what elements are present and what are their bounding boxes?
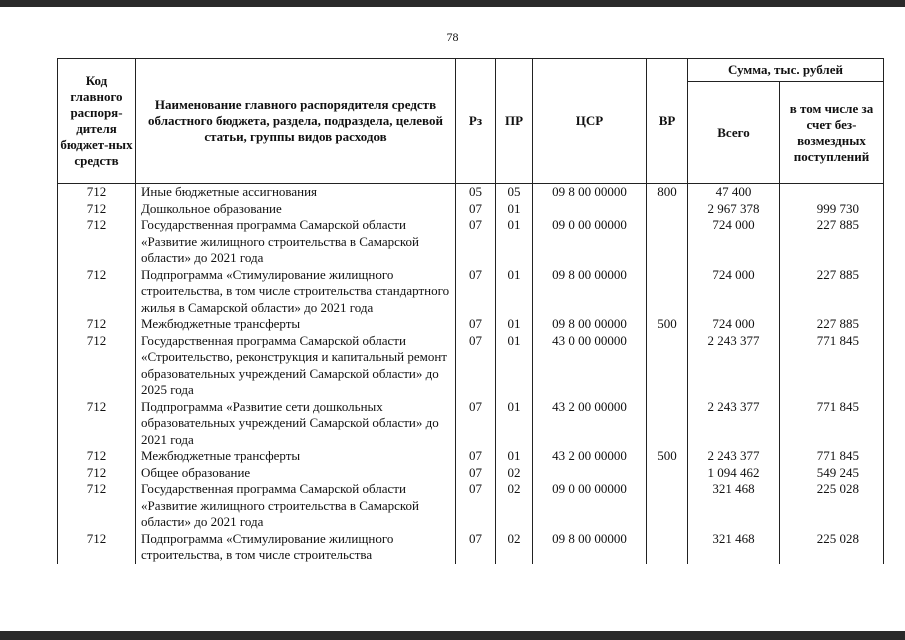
cell-rz: 05 bbox=[456, 184, 496, 201]
header-rz: Рз bbox=[456, 59, 496, 184]
cell-incl bbox=[780, 184, 884, 201]
header-csr: ЦСР bbox=[533, 59, 647, 184]
cell-incl: 225 028 bbox=[780, 481, 884, 531]
cell-code: 712 bbox=[58, 465, 136, 482]
cell-rz: 07 bbox=[456, 267, 496, 317]
cell-total: 321 468 bbox=[688, 481, 780, 531]
cell-rz: 07 bbox=[456, 531, 496, 564]
cell-total: 2 243 377 bbox=[688, 448, 780, 465]
cell-vr bbox=[647, 465, 688, 482]
cell-name: Общее образование bbox=[136, 465, 456, 482]
cell-name: Государственная программа Самарской области «Строительство, реконструкция и капитальный ремонт образовательных учреждений Самарской области» до 2025 года bbox=[136, 333, 456, 399]
cell-vr bbox=[647, 217, 688, 267]
cell-vr bbox=[647, 531, 688, 564]
cell-name: Дошкольное образование bbox=[136, 201, 456, 218]
cell-total: 724 000 bbox=[688, 267, 780, 317]
cell-pr: 01 bbox=[496, 201, 533, 218]
cell-name: Иные бюджетные ассигнования bbox=[136, 184, 456, 201]
cell-csr: 09 0 00 00000 bbox=[533, 217, 647, 267]
cell-incl: 227 885 bbox=[780, 267, 884, 317]
cell-code: 712 bbox=[58, 399, 136, 449]
cell-name: Подпрограмма «Стимулирование жилищного строительства, в том числе строительства bbox=[136, 531, 456, 564]
cell-pr: 02 bbox=[496, 481, 533, 531]
cell-csr: 09 8 00 00000 bbox=[533, 184, 647, 201]
cell-vr: 500 bbox=[647, 316, 688, 333]
table-row bbox=[58, 201, 884, 218]
cell-rz: 07 bbox=[456, 316, 496, 333]
cell-total: 2 243 377 bbox=[688, 333, 780, 399]
cell-code: 712 bbox=[58, 316, 136, 333]
cell-csr: 43 2 00 00000 bbox=[533, 399, 647, 449]
header-pr: ПР bbox=[496, 59, 533, 184]
header-vr: ВР bbox=[647, 59, 688, 184]
cell-pr: 05 bbox=[496, 184, 533, 201]
cell-rz: 07 bbox=[456, 481, 496, 531]
cell-vr bbox=[647, 333, 688, 399]
cell-incl: 225 028 bbox=[780, 531, 884, 564]
cell-total: 47 400 bbox=[688, 184, 780, 201]
cell-code: 712 bbox=[58, 184, 136, 201]
header-incl: в том числе за счет без-возмездных поступлений bbox=[780, 82, 884, 184]
cell-code: 712 bbox=[58, 217, 136, 267]
page-number: 78 bbox=[446, 30, 459, 44]
cell-rz: 07 bbox=[456, 217, 496, 267]
table-row bbox=[58, 531, 884, 564]
cell-pr: 02 bbox=[496, 531, 533, 564]
table-body bbox=[58, 184, 884, 564]
cell-name: Подпрограмма «Развитие сети дошкольных образовательных учреждений Самарской области» до 2021 года bbox=[136, 399, 456, 449]
scan-edge-bottom bbox=[0, 631, 905, 640]
cell-incl: 227 885 bbox=[780, 316, 884, 333]
cell-name: Межбюджетные трансферты bbox=[136, 316, 456, 333]
cell-csr: 43 0 00 00000 bbox=[533, 333, 647, 399]
cell-incl: 999 730 bbox=[780, 201, 884, 218]
cell-incl: 227 885 bbox=[780, 217, 884, 267]
table-row bbox=[58, 217, 884, 267]
cell-csr: 09 8 00 00000 bbox=[533, 316, 647, 333]
cell-incl: 771 845 bbox=[780, 333, 884, 399]
cell-csr bbox=[533, 201, 647, 218]
cell-total: 724 000 bbox=[688, 217, 780, 267]
table-row bbox=[58, 481, 884, 531]
cell-vr bbox=[647, 481, 688, 531]
cell-code: 712 bbox=[58, 267, 136, 317]
cell-code: 712 bbox=[58, 201, 136, 218]
cell-vr: 500 bbox=[647, 448, 688, 465]
cell-rz: 07 bbox=[456, 333, 496, 399]
table-row bbox=[58, 316, 884, 333]
cell-name: Государственная программа Самарской области «Развитие жилищного строительства в Самарской области» до 2021 года bbox=[136, 481, 456, 531]
cell-csr: 09 0 00 00000 bbox=[533, 481, 647, 531]
cell-pr: 01 bbox=[496, 448, 533, 465]
cell-csr bbox=[533, 465, 647, 482]
cell-incl: 549 245 bbox=[780, 465, 884, 482]
header-code: Код главного распоря-дителя бюджет-ных средств bbox=[58, 59, 136, 184]
table-row bbox=[58, 333, 884, 399]
cell-name: Межбюджетные трансферты bbox=[136, 448, 456, 465]
cell-pr: 01 bbox=[496, 333, 533, 399]
cell-code: 712 bbox=[58, 531, 136, 564]
cell-vr bbox=[647, 201, 688, 218]
cell-pr: 01 bbox=[496, 399, 533, 449]
scan-edge-top bbox=[0, 0, 905, 7]
cell-pr: 02 bbox=[496, 465, 533, 482]
cell-code: 712 bbox=[58, 481, 136, 531]
cell-total: 1 094 462 bbox=[688, 465, 780, 482]
table-row bbox=[58, 267, 884, 317]
cell-vr bbox=[647, 267, 688, 317]
cell-pr: 01 bbox=[496, 267, 533, 317]
cell-name: Подпрограмма «Стимулирование жилищного строительства, в том числе строительства стандартного жилья в Самарской области» до 2021 года bbox=[136, 267, 456, 317]
cell-pr: 01 bbox=[496, 217, 533, 267]
header-sum: Сумма, тыс. рублей bbox=[688, 59, 884, 82]
cell-total: 2 243 377 bbox=[688, 399, 780, 449]
header-total: Всего bbox=[688, 82, 780, 184]
cell-pr: 01 bbox=[496, 316, 533, 333]
cell-rz: 07 bbox=[456, 465, 496, 482]
cell-code: 712 bbox=[58, 448, 136, 465]
table-row bbox=[58, 465, 884, 482]
table-row bbox=[58, 184, 884, 201]
cell-vr: 800 bbox=[647, 184, 688, 201]
cell-csr: 09 8 00 00000 bbox=[533, 531, 647, 564]
cell-incl: 771 845 bbox=[780, 399, 884, 449]
budget-table bbox=[57, 58, 884, 564]
cell-rz: 07 bbox=[456, 399, 496, 449]
cell-name: Государственная программа Самарской области «Развитие жилищного строительства в Самарской области» до 2021 года bbox=[136, 217, 456, 267]
table-row bbox=[58, 399, 884, 449]
cell-csr: 43 2 00 00000 bbox=[533, 448, 647, 465]
cell-rz: 07 bbox=[456, 201, 496, 218]
cell-incl: 771 845 bbox=[780, 448, 884, 465]
header-name: Наименование главного распорядителя средств областного бюджета, раздела, подраздела, целевой статьи, группы видов расходов bbox=[136, 59, 456, 184]
cell-vr bbox=[647, 399, 688, 449]
table-row bbox=[58, 448, 884, 465]
cell-total: 724 000 bbox=[688, 316, 780, 333]
cell-total: 321 468 bbox=[688, 531, 780, 564]
cell-total: 2 967 378 bbox=[688, 201, 780, 218]
cell-rz: 07 bbox=[456, 448, 496, 465]
cell-csr: 09 8 00 00000 bbox=[533, 267, 647, 317]
cell-code: 712 bbox=[58, 333, 136, 399]
